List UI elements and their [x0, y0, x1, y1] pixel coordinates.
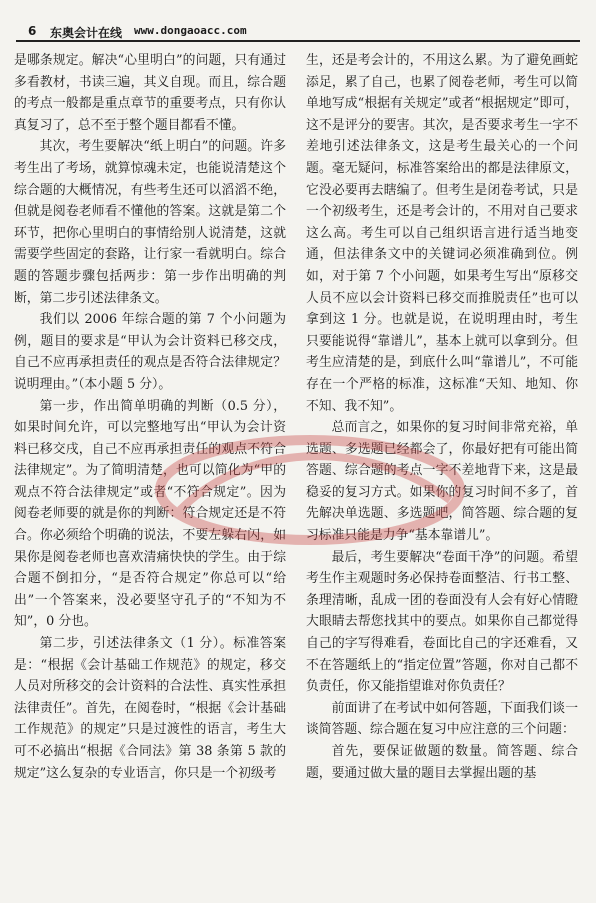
- paragraph: 生，还是考会计的，不用这么累。为了避免画蛇添足，累了自己，也累了阅卷老师，考生可以简单地写成“根据有关规定”或者“根据规定”即可，这不是评分的要害。其次，是否要求考生一字不差地引述法律条文，这是考生最关心的一个问题。毫无疑问，标准答案给出的都是法律原文，它没必要再去瞎编了。但考生是闭卷考试，只是一个初级考生，还是考会计的，不用对自己要求这么高。考生可以自己组织语言进行适当地变通，但法律条文中的关键词必须准确到位。例如，对于第 7 个小问题，如果考生写出“原移交人员不应以会计资料已移交而推脱责任”也可以拿到这 1 分。也就是说，在说明理由时，考生只要能说得“靠谱儿”，基本上就可以拿到分。但考生应清楚的是，到底什么叫“靠谱儿”，不可能存在一个严格的标准，这标准“天知、地知、你不知、我不知”。: [306, 53, 578, 414]
- page-header: [16, 6, 580, 42]
- paragraph: 最后，考生要解决“卷面干净”的问题。希望考生作主观题时务必保持卷面整洁、行书工整、条理清晰，乱成一团的卷面没有人会有好心情瞪大眼睛去帮您找其中的要点。如果你自己都觉得自己的字写得难看，卷面比自己的字还难看，又不在答题纸上的“指定位置”答题，你对自己都不负责任，你又能指望谁对你负责任？: [306, 549, 578, 695]
- paragraph: 是哪条规定。解决“心里明白”的问题，只有通过多看教材，书读三遍，其义自现。而且，综合题的考点一般都是重点章节的重要考点，只有你认真复习了，总不至于整个题目都看不懂。: [14, 53, 286, 133]
- paragraph: 我们以 2006 年综合题的第 7 个小问题为例，题目的要求是“甲认为会计资料已移交戌，自己不应再承担责任的观点是否符合法律规定？说明理由。”（本小题 5 分）。: [14, 312, 286, 392]
- paragraph: 第一步，作出简单明确的判断（0.5 分），如果时间允许，可以完整地写出“甲认为会计资料已移交戌，自己不应再承担责任的观点不符合法律规定”。为了简明清楚，也可以简化为“甲的观点不符合法律规定”或者“不符合规定”。因为阅卷老师要的就是你的判断：符合规定还是不符合。你必须给个明确的说法，不要左躲右闪，如果你是阅卷老师也喜欢清痛快快的学生。由于综合题不倒扣分，“是否符合规定”你总可以“给出”一个答案来，没必要坚守孔子的“不知为不知”，0 分也。: [14, 398, 286, 630]
- left-column: [14, 50, 286, 890]
- paragraph: 首先，要保证做题的数量。简答题、综合题，要通过做大量的题目去掌握出题的基: [306, 744, 578, 781]
- magazine-name: 东奥会计在线: [50, 26, 123, 40]
- page-number: 6: [28, 24, 37, 38]
- right-column: [306, 50, 578, 890]
- paragraph: 第二步，引述法律条文（1 分）。标准答案是：“根据《会计基础工作规范》的规定，移交人员对所移交的会计资料的合法性、真实性承担法律责任”。首先，在阅卷时，“根据《会计基础工作规范》的规定”只是过渡性的语言，考生大可不必搞出“根据《合同法》第 38 条第 5 款的规定”这么复杂的专业语言，你只是一个初级考: [14, 636, 286, 781]
- paragraph: 总而言之，如果你的复习时间非常充裕，单选题、多选题已经都会了，你最好把有可能出简答题、综合题的考点一字不差地背下来，这是最稳妥的复习方式。如果你的复习时间不多了，首先解决单选题、多选题吧，简答题、综合题的复习标准只能是力争“基本靠谱儿”。: [306, 420, 578, 544]
- paragraph: 其次，考生要解决“纸上明白”的问题。许多考生出了考场，就算惊魂未定，也能说清楚这个综合题的大概情况，有些考生还可以滔滔不绝，但就是阅卷老师看不懂他的答案。这就是第二个环节，把你心里明白的事情给别人说清楚，这就需要学些固定的套路，让行家一看就明白。综合题的答题步骤包括两步：第一步作出明确的判断，第二步引述法律条文。: [14, 139, 286, 306]
- website-url: www.dongaoacc.com: [134, 24, 247, 37]
- paragraph: 前面讲了在考试中如何答题，下面我们谈一谈简答题、综合题在复习中应注意的三个问题：: [306, 700, 578, 738]
